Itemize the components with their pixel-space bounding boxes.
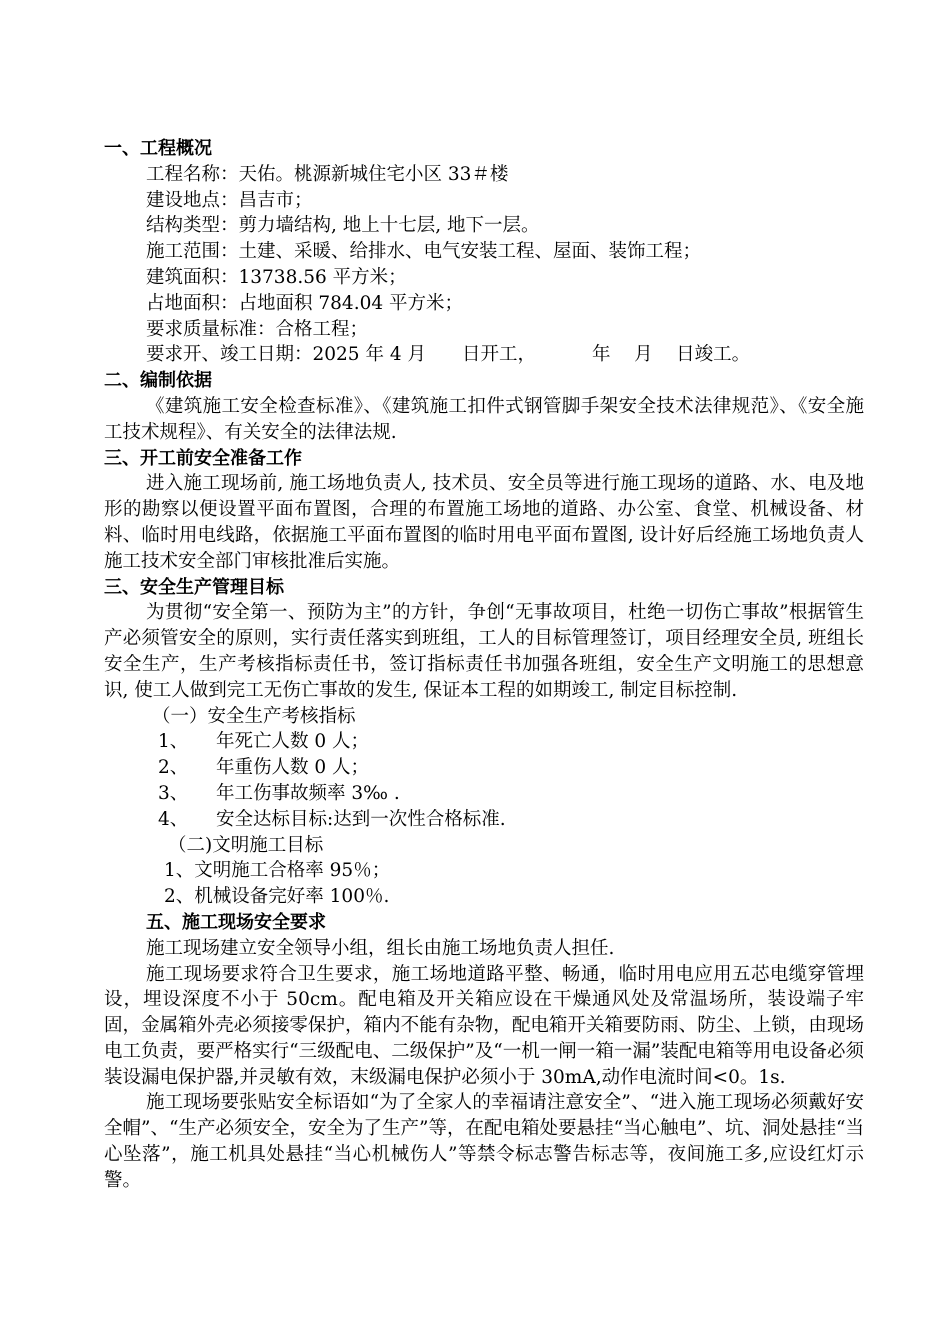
section-heading-basis: 二、编制依据 <box>104 370 212 392</box>
list-item: 2、 年重伤人数 0 人； <box>158 757 370 779</box>
civilized-goal-item: 2、机械设备完好率 100％. <box>164 886 390 908</box>
dates-start-day: 日开工， <box>462 344 537 366</box>
dates-end-month: 月 <box>634 344 653 366</box>
construction-scope: 施工范围：土建、采暖、给排水、电气安装工程、屋面、装饰工程； <box>146 241 702 263</box>
site-requirements-paragraph-1: 施工现场建立安全领导小组，组长由施工场地负责人担任. <box>146 937 615 959</box>
section-heading-preparation: 三、开工前安全准备工作 <box>104 447 302 469</box>
section-heading-site-requirements: 五、施工现场安全要求 <box>146 911 326 933</box>
subheading-civilized-goals: （二)文明施工目标 <box>168 834 324 856</box>
building-area: 建筑面积：13738.56 平方米； <box>146 266 407 288</box>
site-requirements-paragraph-3: 施工现场要张贴安全标语如“为了全家人的幸福请注意安全”、“进入施工现场必须戴好安全帽”、“生产必须安全，安全为了生产”等，在配电箱处要悬挂“当心触电”、坑、洞处悬挂“当心坠落”，施工机具处悬挂“当心机械伤人”等禁令标志警告标志等，夜间施工多,应设红灯示警。 <box>104 1092 864 1191</box>
section-heading-overview: 一、工程概况 <box>104 138 212 159</box>
project-location: 建设地点：昌吉市； <box>146 189 313 211</box>
safety-goals-paragraph: 为贯彻“安全第一、预防为主”的方针，争创“无事故项目，杜绝一切伤亡事故”根据管生产必须管安全的原则，实行责任落实到班组，工人的目标管理签订，项目经理安全员, 班组长安全生产，生产考核指标责任书，签订指标责任书加强各班组，安全生产文明施工的思想意识, 使工人做到完工无伤亡事故的发生, 保证本工程的如期竣工, 制定目标控制. <box>104 602 864 701</box>
civilized-goal-item: 1、文明施工合格率 95％； <box>164 860 391 882</box>
dates-end-day: 日竣工。 <box>676 344 751 366</box>
construction-dates <box>104 342 864 368</box>
land-area: 占地面积：占地面积 784.04 平方米； <box>146 292 463 314</box>
document-body <box>104 136 864 1194</box>
preparation-paragraph: 进入施工现场前, 施工场地负责人, 技术员、安全员等进行施工现场的道路、水、电及地形的勘察以便设置平面布置图，合理的布置施工场地的道路、办公室、食堂、机械设备、材料、临时用电线路，依据施工平面布置图的临时用电平面布置图, 设计好后经施工场地负责人施工技术安全部门审核批准后实施。 <box>104 473 864 572</box>
site-requirements-paragraph-2: 施工现场要求符合卫生要求，施工场地道路平整、畅通，临时用电应用五芯电缆穿管埋设，埋设深度不小于 50cm。配电箱及开关箱应设在干燥通风处及常温场所，装设端子牢固，金属箱外壳必须接零保护，箱内不能有杂物，配电箱开关箱要防雨、防尘、上锁，由现场电工负责，要严格实行“三级配电、二级保护”及“一机一闸一箱一漏”装配电箱等用电设备必须装设漏电保护器,并灵敏有效，末级漏电保护必须小于 30mA,动作电流时间<0。1s. <box>104 963 864 1088</box>
basis-paragraph: 《建筑施工安全检查标准》、《建筑施工扣件式钢管脚手架安全技术法律规范》、《安全施工技术规程》、有关安全的法律法规. <box>104 395 864 443</box>
structure-type: 结构类型：剪力墙结构, 地上十七层, 地下一层。 <box>146 215 540 237</box>
list-item: 4、 安全达标目标:达到一次性合格标准. <box>158 808 506 830</box>
project-name: 工程名称：天佑。桃源新城住宅小区 33＃楼 <box>146 163 509 185</box>
dates-end-year: 年 <box>592 344 611 366</box>
list-item: 1、 年死亡人数 0 人； <box>158 731 370 753</box>
subheading-safety-indicators: （一）安全生产考核指标 <box>152 705 356 727</box>
quality-standard: 要求质量标准：合格工程； <box>146 318 369 340</box>
section-heading-safety-goals: 三、安全生产管理目标 <box>104 576 284 598</box>
dates-start: 要求开、竣工日期：2025 年 4 月 <box>146 344 426 366</box>
list-item: 3、 年工伤事故频率 3‰ . <box>158 782 400 804</box>
